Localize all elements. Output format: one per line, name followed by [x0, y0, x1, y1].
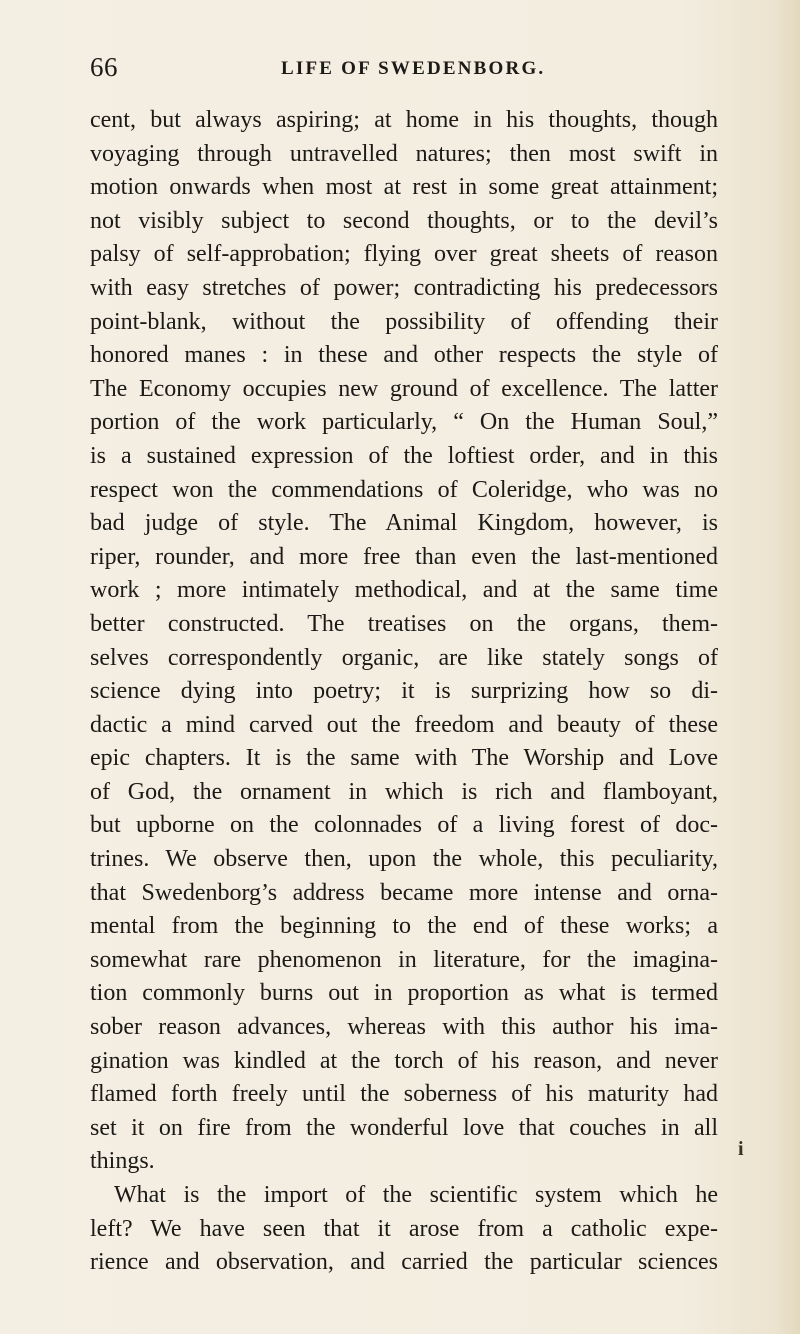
text-line: that Swedenborg’s address became more intense and orna-	[90, 879, 718, 906]
text-line: tion commonly burns out in proportion as what is termed	[90, 980, 718, 1007]
margin-mark: i	[738, 1138, 744, 1160]
page-number: 66	[90, 52, 118, 82]
text-line: cent, but always aspiring; at home in his thoughts, though	[90, 107, 718, 133]
text-line: selves correspondently organic, are like stately songs of	[90, 644, 718, 671]
text-line: bad judge of style. The Animal Kingdom, however, is	[90, 510, 718, 537]
text-line: motion onwards when most at rest in some great attainment;	[90, 174, 718, 201]
page-header	[90, 52, 700, 92]
text-line: flamed forth freely until the soberness of his maturity had	[90, 1081, 718, 1108]
text-line: voyaging through untravelled natures; then most swift in	[90, 140, 718, 167]
text-line: respect won the commendations of Coleridge, who was no	[90, 476, 718, 503]
text-line: but upborne on the colonnades of a living forest of doc-	[90, 812, 718, 839]
text-line: left? We have seen that it arose from a catholic expe-	[90, 1215, 718, 1242]
body-text	[90, 104, 718, 1280]
text-line: The Economy occupies new ground of excellence. The latter	[90, 375, 718, 402]
text-line: mental from the beginning to the end of these works; a	[90, 913, 718, 940]
text-line: set it on fire from the wonderful love that couches in all	[90, 1114, 718, 1141]
text-line: of God, the ornament in which is rich and flamboyant,	[90, 778, 718, 805]
text-line: riper, rounder, and more free than even the last-mentioned	[90, 543, 718, 570]
text-line: things.	[90, 1148, 155, 1175]
text-line: epic chapters. It is the same with The Worship and Love	[90, 745, 718, 772]
text-line: honored manes : in these and other respects the style of	[90, 342, 718, 369]
text-line: dactic a mind carved out the freedom and beauty of these	[90, 711, 718, 738]
text-line: rience and observation, and carried the particular sciences	[90, 1249, 718, 1276]
text-line: What is the import of the scientific system which he	[114, 1182, 718, 1208]
text-line: work ; more intimately methodical, and at the same time	[90, 577, 718, 604]
text-line: better constructed. The treatises on the organs, them-	[90, 610, 718, 637]
text-line: trines. We observe then, upon the whole, this peculiarity,	[90, 846, 718, 873]
text-line: science dying into poetry; it is surprizing how so di-	[90, 678, 718, 705]
running-head: LIFE OF SWEDENBORG.	[281, 58, 546, 79]
text-line: is a sustained expression of the loftiest order, and in this	[90, 442, 718, 469]
text-line: palsy of self-approbation; flying over great sheets of reason	[90, 241, 718, 268]
text-line: not visibly subject to second thoughts, or to the devil’s	[90, 207, 718, 234]
text-line: sober reason advances, whereas with this author his ima-	[90, 1014, 718, 1041]
text-line: with easy stretches of power; contradicting his predecessors	[90, 274, 718, 301]
text-line: point-blank, without the possibility of offending their	[90, 308, 718, 335]
text-line: somewhat rare phenomenon in literature, for the imagina-	[90, 946, 718, 973]
text-line: gination was kindled at the torch of his reason, and never	[90, 1047, 718, 1074]
text-line: portion of the work particularly, “ On the Human Soul,”	[90, 409, 718, 436]
